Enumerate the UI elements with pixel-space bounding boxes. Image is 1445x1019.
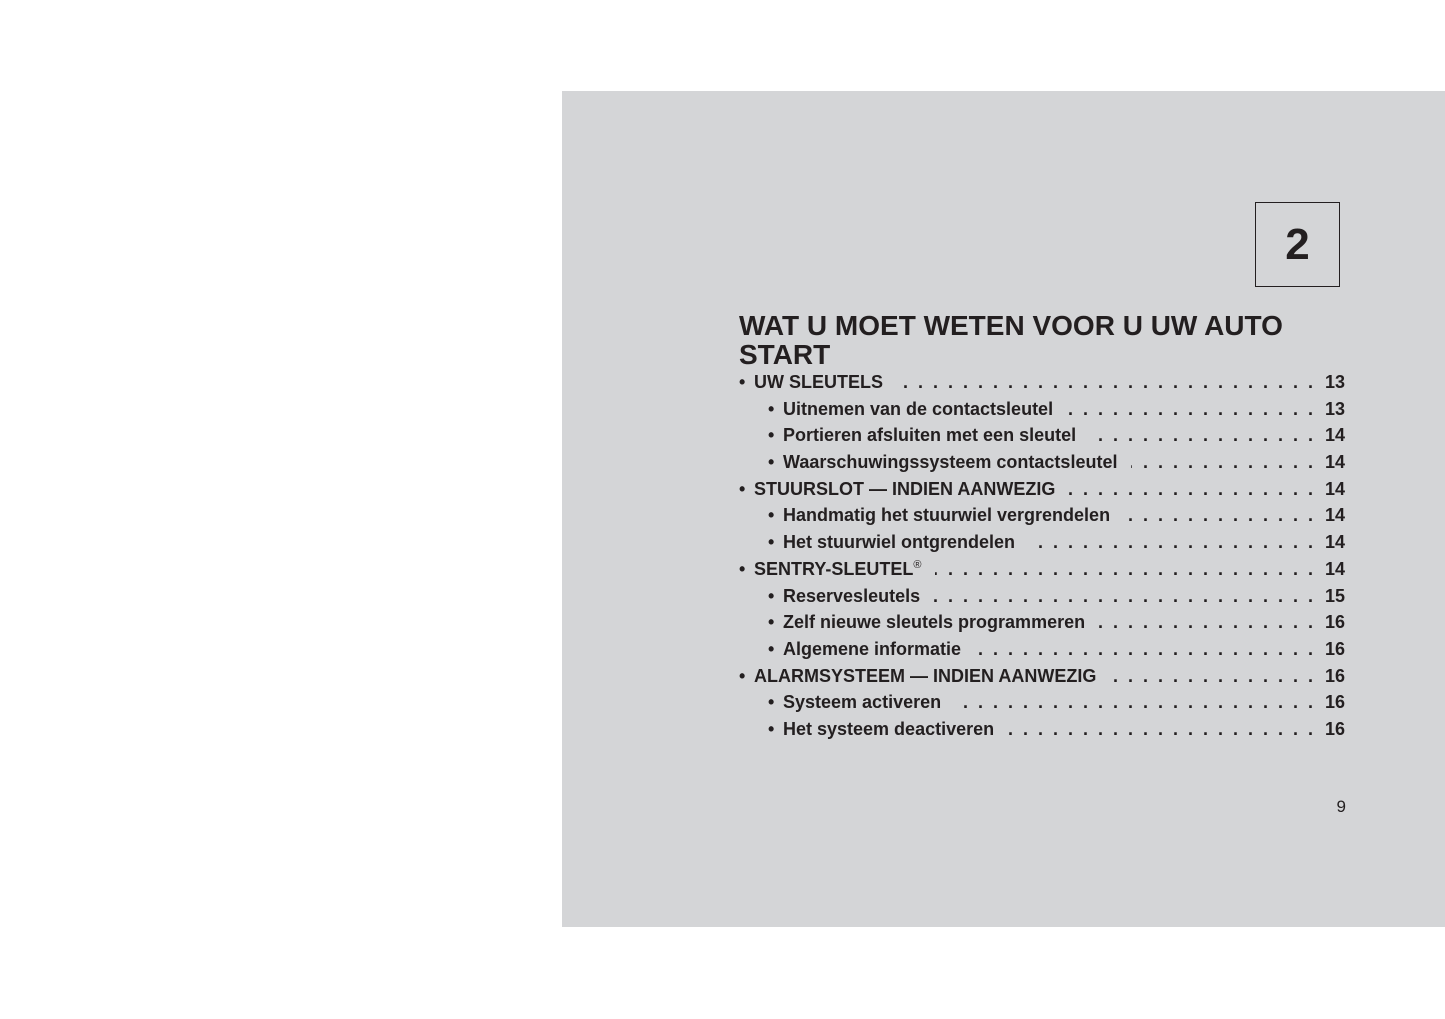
toc-entry-label: [783, 612, 1085, 633]
toc-subentry: [739, 639, 1345, 666]
toc-subentry: [739, 719, 1345, 746]
dot-leader: [897, 372, 1313, 393]
toc-entry-text: Handmatig het stuurwiel vergrendelen: [783, 505, 1111, 526]
dot-leader: [1131, 452, 1313, 473]
toc-entry-label: [783, 505, 1110, 526]
toc-entry-label: [783, 532, 1015, 553]
toc-subentry: [739, 425, 1345, 452]
toc-subentry: [739, 612, 1345, 639]
toc-entry-text: UW SLEUTELS: [754, 372, 883, 392]
dot-leader: [1099, 612, 1313, 633]
dot-leader: [935, 559, 1313, 580]
toc-entry-text: Portieren afsluiten met een sleutel: [783, 425, 1077, 446]
toc-entry-text: Reservesleutels: [783, 585, 921, 606]
toc-entry-label: [754, 666, 1096, 687]
toc-page-number: 13: [1324, 372, 1345, 392]
toc-entry-label: [754, 559, 921, 580]
toc-page-number: 16: [1324, 665, 1345, 686]
toc-page-number: 14: [1324, 532, 1345, 553]
toc-page-number: 16: [1324, 718, 1345, 739]
bullet: •: [768, 612, 775, 633]
bullet: •: [768, 638, 775, 659]
bullet: •: [768, 532, 775, 553]
toc-entry: [739, 372, 1345, 399]
toc-subentry: [739, 452, 1345, 479]
bullet: •: [768, 585, 775, 606]
toc-entry: [739, 559, 1345, 586]
toc-entry-label: [754, 372, 883, 393]
toc-entry-label: [783, 425, 1076, 446]
toc-page-number: 16: [1324, 612, 1345, 633]
toc-entry-label: [783, 692, 941, 713]
dot-leader: [1067, 399, 1313, 420]
toc-subentry: [739, 532, 1345, 559]
dot-leader: [975, 639, 1313, 660]
dot-leader: [1124, 505, 1313, 526]
toc-entry-text: Systeem activeren: [783, 692, 942, 713]
toc-entry-text: ALARMSYSTEEM — INDIEN AANWEZIG: [754, 665, 1097, 686]
toc-subentry: [739, 505, 1345, 532]
toc-page-number: 14: [1324, 558, 1345, 579]
toc-page-number: 14: [1324, 425, 1345, 446]
bullet: •: [739, 665, 746, 686]
chapter-number-box: 2: [1255, 202, 1340, 287]
toc-entry-label: [783, 452, 1117, 473]
toc-entry-label: [783, 399, 1053, 420]
bullet: •: [768, 692, 775, 713]
dot-leader: [934, 586, 1313, 607]
bullet: •: [768, 718, 775, 739]
dot-leader: [1110, 666, 1313, 687]
bullet: •: [768, 452, 775, 473]
bullet: •: [739, 478, 746, 499]
toc-entry-text: STUURSLOT — INDIEN AANWEZIG: [754, 478, 1056, 499]
chapter-title: WAT U MOET WETEN VOOR U UW AUTO START: [739, 310, 1283, 370]
toc-page-number: 14: [1324, 478, 1345, 499]
toc-entry-label: [754, 479, 1055, 500]
toc-entry-text: Waarschuwingssysteem contactsleutel: [783, 452, 1118, 473]
toc-subentry: [739, 586, 1345, 613]
dot-leader: [1069, 479, 1313, 500]
toc-page-number: 14: [1324, 505, 1345, 526]
toc-page-number: 14: [1324, 452, 1345, 473]
toc-subentry: [739, 399, 1345, 426]
toc-entry-label: [783, 719, 994, 740]
toc-page-number: 13: [1324, 398, 1345, 419]
toc-entry-label: [783, 639, 961, 660]
toc-entry: [739, 479, 1345, 506]
toc-entry-text: SENTRY-SLEUTEL: [754, 558, 914, 579]
dot-leader: [955, 692, 1313, 713]
toc-entry-text: Uitnemen van de contactsleutel: [783, 398, 1054, 419]
manual-page: [562, 91, 1445, 927]
toc-entry: [739, 666, 1345, 693]
bullet: •: [768, 425, 775, 446]
toc-subentry: [739, 692, 1345, 719]
bullet: •: [768, 505, 775, 526]
registered-mark: ®: [913, 558, 922, 571]
dot-leader: [1008, 719, 1313, 740]
toc-page-number: 15: [1324, 585, 1345, 606]
bullet: •: [739, 372, 746, 392]
toc-entry-text: Het systeem deactiveren: [783, 718, 995, 739]
toc-entry-text: Algemene informatie: [783, 638, 962, 659]
table-of-contents: [739, 372, 1345, 746]
bullet: •: [768, 398, 775, 419]
page-number: 9: [1336, 797, 1346, 816]
dot-leader: [1090, 425, 1313, 446]
dot-leader: [1029, 532, 1313, 553]
toc-entry-label: [783, 586, 920, 607]
toc-page-number: 16: [1324, 692, 1345, 713]
toc-entry-text: Het stuurwiel ontgrendelen: [783, 532, 1016, 553]
bullet: •: [739, 558, 746, 579]
toc-entry-text: Zelf nieuwe sleutels programmeren: [783, 612, 1086, 633]
toc-page-number: 16: [1324, 638, 1345, 659]
